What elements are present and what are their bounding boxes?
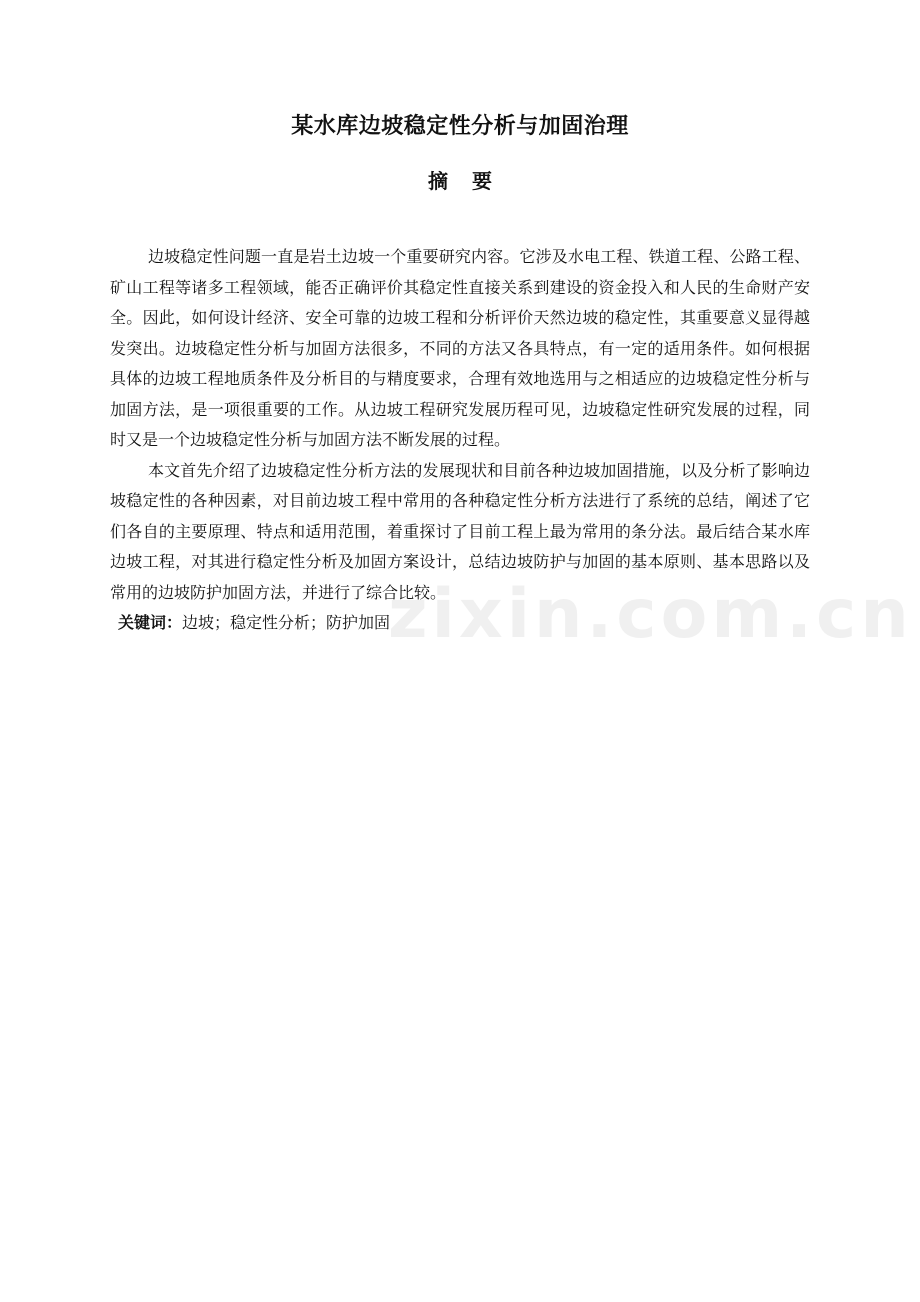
- abstract-body: [110, 242, 810, 639]
- watermark: zixin.com.cn: [388, 575, 913, 654]
- keywords-label: 关键词：: [118, 613, 183, 632]
- abstract-heading: 摘要: [428, 169, 516, 193]
- abstract-paragraph-2: 本文首先介绍了边坡稳定性分析方法的发展现状和目前各种边坡加固措施，以及分析了影响边坡稳定性的各种因素，对目前边坡工程中常用的各种稳定性分析方法进行了系统的总结，阐述了它们各自的主要原理、特点和适用范围，着重探讨了目前工程上最为常用的条分法。最后结合某水库边坡工程，对其进行稳定性分析及加固方案设计，总结边坡防护与加固的基本原则、基本思路以及常用的边坡防护加固方法，并进行了综合比较。: [110, 460, 810, 602]
- document-title: 某水库边坡稳定性分析与加固治理: [291, 114, 629, 139]
- abstract-paragraph-1: 边坡稳定性问题一直是岩土边坡一个重要研究内容。它涉及水电工程、铁道工程、公路工程、矿山工程等诸多工程领域，能否正确评价其稳定性直接关系到建设的资金投入和人民的生命财产安全。因此，如何设计经济、安全可靠的边坡工程和分析评价天然边坡的稳定性，其重要意义显得越发突出。边坡稳定性分析与加固方法很多，不同的方法又各具特点，有一定的适用条件。如何根据具体的边坡工程地质条件及分析目的与精度要求，合理有效地选用与之相适应的边坡稳定性分析与加固方法，是一项很重要的工作。从边坡工程研究发展历程可见，边坡稳定性研究发展的过程，同时又是一个边坡稳定性分析与加固方法不断发展的过程。: [110, 247, 810, 449]
- keywords-line: [110, 608, 810, 639]
- keywords-text: 边坡；稳定性分析；防护加固: [182, 613, 391, 632]
